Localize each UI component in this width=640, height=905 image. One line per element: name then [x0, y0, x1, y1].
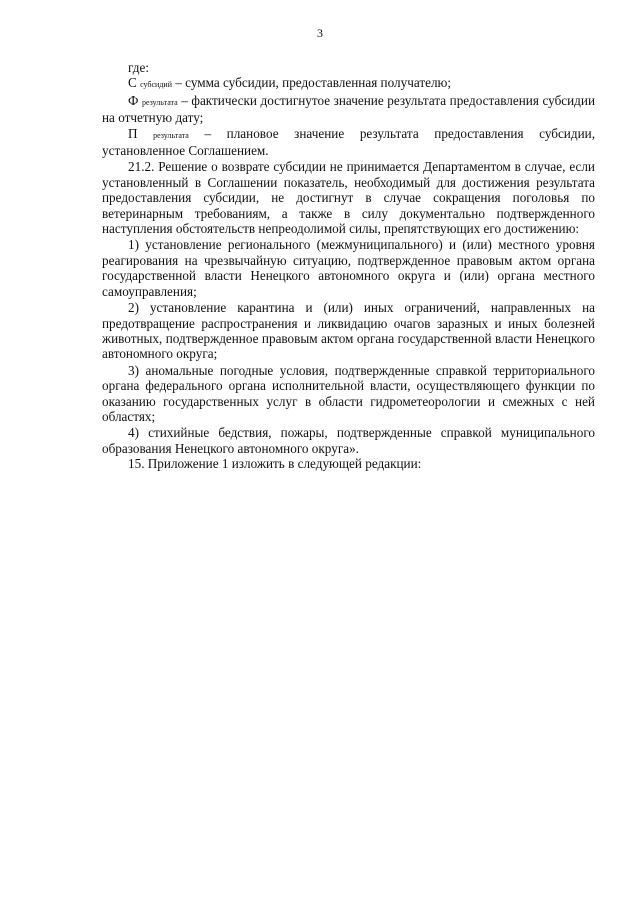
clause-21-2: 21.2. Решение о возврате субсидии не принимается Департаментом в случае, если установленный в Соглашении показатель, необходимый для достижения результата предоставления субсидии, не достигнут в случае сокращения поголовья по ветеринарным требованиям, а также в силу документально подтвержденного наступления обстоятельств непреодолимой силы, препятствующих его достижению:	[102, 159, 595, 237]
list-item-4: 4) стихийные бедствия, пожары, подтвержденные справкой муниципального образования Ненецкого автономного округа».	[102, 425, 595, 456]
definition-p-symbol: П	[128, 125, 138, 141]
definition-f	[102, 93, 595, 126]
list-item-2: 2) установление карантина и (или) иных ограничений, направленных на предотвращение распространения и ликвидацию очагов заразных и иных болезней животных, подтвержденное правовым актом органа государственной власти Ненецкого автономного округа;	[102, 300, 595, 362]
body-text	[102, 60, 595, 472]
definition-c-symbol: С	[128, 75, 137, 91]
definition-p-text: – плановое значение результата предоставления субсидии, установленное Соглашением.	[102, 125, 595, 159]
definition-f-subscript: результата	[141, 97, 178, 107]
definition-f-text: – фактически достигнутое значение результата предоставления субсидии на отчетную дату;	[102, 92, 596, 126]
list-item-3: 3) аномальные погодные условия, подтвержденные справкой территориального органа федерального органа исполнительной власти, осуществляющего функции по оказанию государственных услуг в области гидрометеорологии и смежных с ней областях;	[102, 362, 595, 424]
definition-p-subscript: результата	[153, 130, 189, 140]
definition-c	[102, 75, 595, 92]
definition-c-subscript: субсидий	[140, 80, 172, 90]
clause-15: 15. Приложение 1 изложить в следующей редакции:	[128, 456, 422, 472]
definition-f-symbol: Ф	[128, 92, 139, 108]
definition-p	[102, 126, 595, 159]
list-item-1: 1) установление регионального (межмуниципального) и (или) местного уровня реагирования на чрезвычайную ситуацию, подтвержденное правовым актом органа государственной власти Ненецкого автономного округа и (или) органа местного самоуправления;	[102, 237, 595, 299]
page-number: 3	[317, 26, 323, 40]
definitions-intro: где:	[128, 60, 149, 75]
definition-c-text: – сумма субсидии, предоставленная получателю;	[171, 75, 452, 91]
